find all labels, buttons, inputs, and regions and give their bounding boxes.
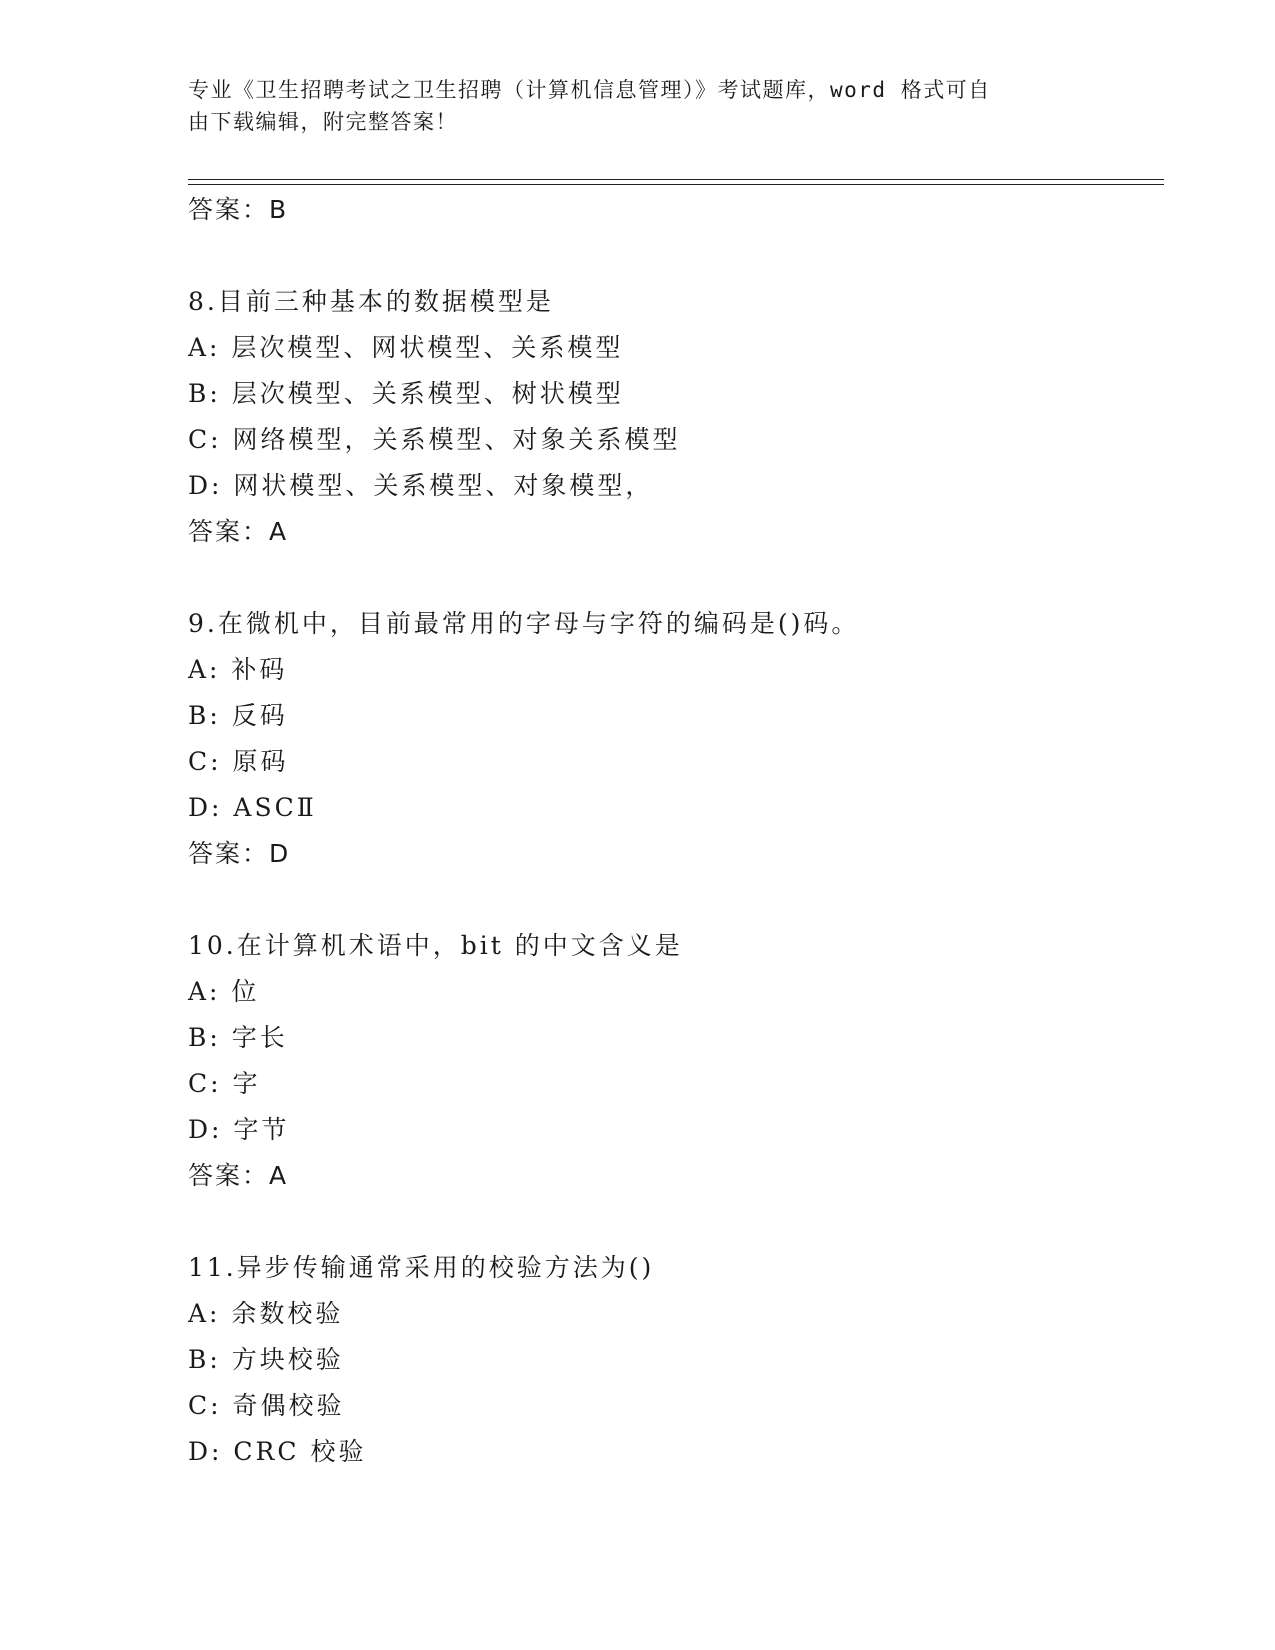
header-divider-bottom — [188, 184, 1164, 185]
option-d: D: CRC 校验 — [188, 1437, 367, 1466]
option-a: A: 余数校验 — [188, 1299, 344, 1328]
question-list — [188, 187, 1148, 1475]
answer-line: 答案：A — [188, 1161, 289, 1190]
question-block — [188, 923, 1148, 1199]
header-line-1: 专业《卫生招聘考试之卫生招聘（计算机信息管理）》考试题库，word 格式可自 — [188, 78, 991, 102]
question-block — [188, 601, 1148, 877]
question-title: 8.目前三种基本的数据模型是 — [188, 287, 554, 316]
option-b: B: 方块校验 — [188, 1345, 344, 1374]
answer-line: 答案：A — [188, 517, 289, 546]
question-block — [188, 1245, 1148, 1475]
spacer — [188, 233, 1148, 279]
option-b: B: 反码 — [188, 701, 288, 730]
option-b: B: 层次模型、关系模型、树状模型 — [188, 379, 624, 408]
previous-answer: 答案：B — [188, 195, 289, 224]
document-header — [188, 74, 1068, 138]
spacer — [188, 1199, 1148, 1245]
question-title: 11.异步传输通常采用的校验方法为() — [188, 1253, 655, 1282]
option-c: C: 奇偶校验 — [188, 1391, 345, 1420]
option-a: A: 层次模型、网状模型、关系模型 — [188, 333, 624, 362]
spacer — [188, 877, 1148, 923]
option-a: A: 位 — [188, 977, 260, 1006]
question-block — [188, 279, 1148, 555]
option-d: D: 字节 — [188, 1115, 290, 1144]
option-d: D: 网状模型、关系模型、对象模型， — [188, 471, 654, 500]
question-title: 9.在微机中，目前最常用的字母与字符的编码是()码。 — [188, 609, 860, 638]
header-divider-top — [188, 179, 1164, 180]
option-c: C: 原码 — [188, 747, 289, 776]
answer-line: 答案：D — [188, 839, 291, 868]
option-c: C: 网络模型，关系模型、对象关系模型 — [188, 425, 681, 454]
option-d: D: ASCⅡ — [188, 793, 317, 822]
spacer — [188, 555, 1148, 601]
header-line-2: 由下载编辑，附完整答案！ — [188, 110, 458, 134]
question-title: 10.在计算机术语中，bit 的中文含义是 — [188, 931, 683, 960]
option-c: C: 字 — [188, 1069, 261, 1098]
option-a: A: 补码 — [188, 655, 288, 684]
option-b: B: 字长 — [188, 1023, 288, 1052]
